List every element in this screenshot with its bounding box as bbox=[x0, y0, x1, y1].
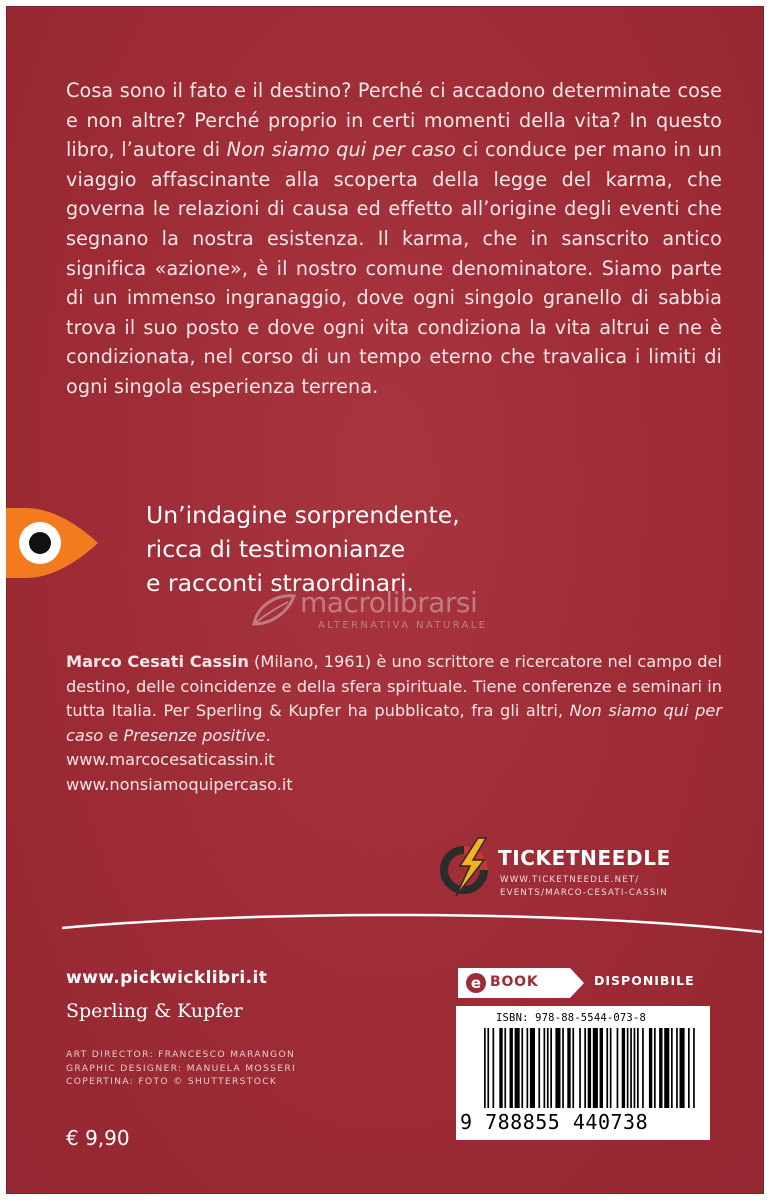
barcode-bar bbox=[584, 1028, 586, 1108]
barcode-bar bbox=[642, 1028, 644, 1108]
barcode-bar bbox=[493, 1028, 495, 1108]
ticketneedle-url-line-2: EVENTS/MARCO-CESATI-CASSIN bbox=[500, 887, 668, 898]
author-name: Marco Cesati Cassin bbox=[66, 652, 249, 671]
author-website-link[interactable]: www.marcocesaticassin.it bbox=[66, 750, 275, 770]
credit-cover-photo: COPERTINA: FOTO © SHUTTERSTOCK bbox=[66, 1076, 278, 1088]
barcode-bar bbox=[688, 1028, 690, 1108]
tagline-line-2: ricca di testimonianze bbox=[146, 535, 406, 563]
barcode-bar bbox=[680, 1028, 685, 1108]
barcode-bar bbox=[538, 1028, 540, 1108]
bio-period: . bbox=[265, 725, 271, 745]
ticketneedle-logo-icon bbox=[438, 836, 500, 898]
barcode-bar bbox=[627, 1028, 629, 1108]
publisher-logo: Sperling & Kupfer bbox=[66, 1000, 243, 1022]
barcode-bar bbox=[610, 1028, 612, 1108]
blurb-part-1: Cosa sono il fato e il destino? Perché ci accadono determinate cose e non altre? Perché proprio in certi momenti della vita? In questo libro, l’autore di bbox=[66, 79, 722, 162]
barcode-bar bbox=[622, 1028, 625, 1108]
credit-art-director: ART DIRECTOR: FRANCESCO MARANGON bbox=[66, 1049, 296, 1060]
barcode-bar bbox=[504, 1028, 506, 1108]
barcode-bar bbox=[637, 1028, 639, 1108]
barcode-bar bbox=[567, 1028, 570, 1108]
barcode-bar bbox=[588, 1028, 591, 1108]
blurb-text bbox=[66, 76, 722, 402]
curved-divider bbox=[62, 906, 762, 936]
blurb-part-2: ci conduce per mano in un viaggio affascinante alla scoperta della legge del karma, che governa le relazioni di causa ed effetto all’origine degli eventi che segnano la nostra esistenza. Il karma, che in sanscrito antico significa «azione», è il nostro comune denominatore. Siamo parte di un immenso ingranaggio, dove ogni singolo granello di sabbia trova il suo posto e dove ogni vita condiziona la vita altrui e ne è condizionata, nel corso di un tempo eterno che travalica i limiti di ogni singola esperienza terrena. bbox=[66, 138, 722, 398]
blurb-book-title: Non siamo qui per caso bbox=[226, 138, 456, 162]
eye-icon bbox=[6, 508, 98, 578]
barcode-bar bbox=[527, 1028, 529, 1108]
ebook-status: DISPONIBILE bbox=[594, 973, 695, 988]
barcode-bar bbox=[654, 1028, 656, 1108]
watermark-brand: macrolibrarsi bbox=[300, 586, 478, 619]
book-website-link[interactable]: www.nonsiamoquipercaso.it bbox=[66, 774, 293, 794]
barcode-bar bbox=[649, 1028, 652, 1108]
tagline-line-3: e racconti straordinari. bbox=[146, 569, 414, 597]
barcode-bar bbox=[515, 1028, 520, 1108]
barcode-bar bbox=[659, 1028, 662, 1108]
watermark-subtitle: ALTERNATIVA NATURALE bbox=[318, 620, 488, 631]
barcode-bar bbox=[579, 1028, 581, 1108]
macrolibrarsi-watermark bbox=[248, 584, 548, 638]
isbn-number: ISBN: 978-88-5544-073-8 bbox=[496, 1012, 646, 1024]
ean-number: 9 788855 440738 bbox=[460, 1110, 649, 1134]
barcode-bar bbox=[693, 1028, 695, 1108]
barcode-bar bbox=[671, 1028, 673, 1108]
bio-book-1: Non siamo qui per caso bbox=[66, 701, 722, 745]
barcode-bar bbox=[550, 1028, 552, 1108]
barcode-bar bbox=[562, 1028, 564, 1108]
barcode-bar bbox=[593, 1028, 598, 1108]
barcode bbox=[456, 1006, 710, 1140]
author-bio bbox=[66, 650, 722, 798]
leaf-logo-icon bbox=[248, 590, 298, 630]
barcode-bar bbox=[484, 1028, 486, 1108]
barcode-bar bbox=[606, 1028, 608, 1108]
barcode-bar bbox=[487, 1028, 489, 1108]
barcode-bar bbox=[547, 1028, 549, 1108]
credit-graphic-designer: GRAPHIC DESIGNER: MANUELA MOSSERI bbox=[66, 1062, 297, 1074]
ticketneedle-title: TICKETNEEDLE bbox=[498, 846, 671, 870]
publisher-website-link[interactable]: www.pickwicklibri.it bbox=[66, 968, 268, 988]
barcode-bar bbox=[634, 1028, 636, 1108]
price: € 9,90 bbox=[66, 1126, 130, 1150]
tagline-line-1: Un’indagine sorprendente, bbox=[146, 501, 460, 529]
ticketneedle-url-line-1: WWW.TICKETNEEDLE.NET/ bbox=[500, 875, 640, 885]
barcode-bar bbox=[617, 1028, 619, 1108]
barcode-bar bbox=[600, 1028, 603, 1108]
barcode-bar bbox=[676, 1028, 678, 1108]
barcode-bar bbox=[664, 1028, 669, 1108]
barcode-bar bbox=[530, 1028, 535, 1108]
bio-text: (Milano, 1961) è uno scrittore e ricercatore nel campo del destino, delle coincidenze e della sfera spirituale. Tiene conferenze e seminari in tutta Italia. Per Sperling & Kupfer ha pubblicato, fra gli altri, bbox=[66, 652, 722, 721]
ebook-badge bbox=[458, 968, 584, 998]
bio-book-2: Presenze positive bbox=[123, 725, 266, 745]
barcode-bar bbox=[499, 1028, 502, 1108]
barcode-bar bbox=[630, 1028, 632, 1108]
book-back-cover bbox=[6, 6, 764, 1194]
ticketneedle-url[interactable] bbox=[500, 874, 668, 899]
ebook-letter-icon: e bbox=[466, 973, 486, 993]
barcode-bar bbox=[572, 1028, 574, 1108]
barcode-bar bbox=[544, 1028, 546, 1108]
barcode-bar bbox=[510, 1028, 513, 1108]
barcode-bar bbox=[555, 1028, 560, 1108]
credits bbox=[66, 1048, 296, 1089]
bio-conjunction: e bbox=[103, 725, 124, 745]
barcode-bar bbox=[521, 1028, 523, 1108]
ebook-label: BOOK bbox=[490, 974, 539, 990]
barcode-bars bbox=[484, 1028, 696, 1116]
